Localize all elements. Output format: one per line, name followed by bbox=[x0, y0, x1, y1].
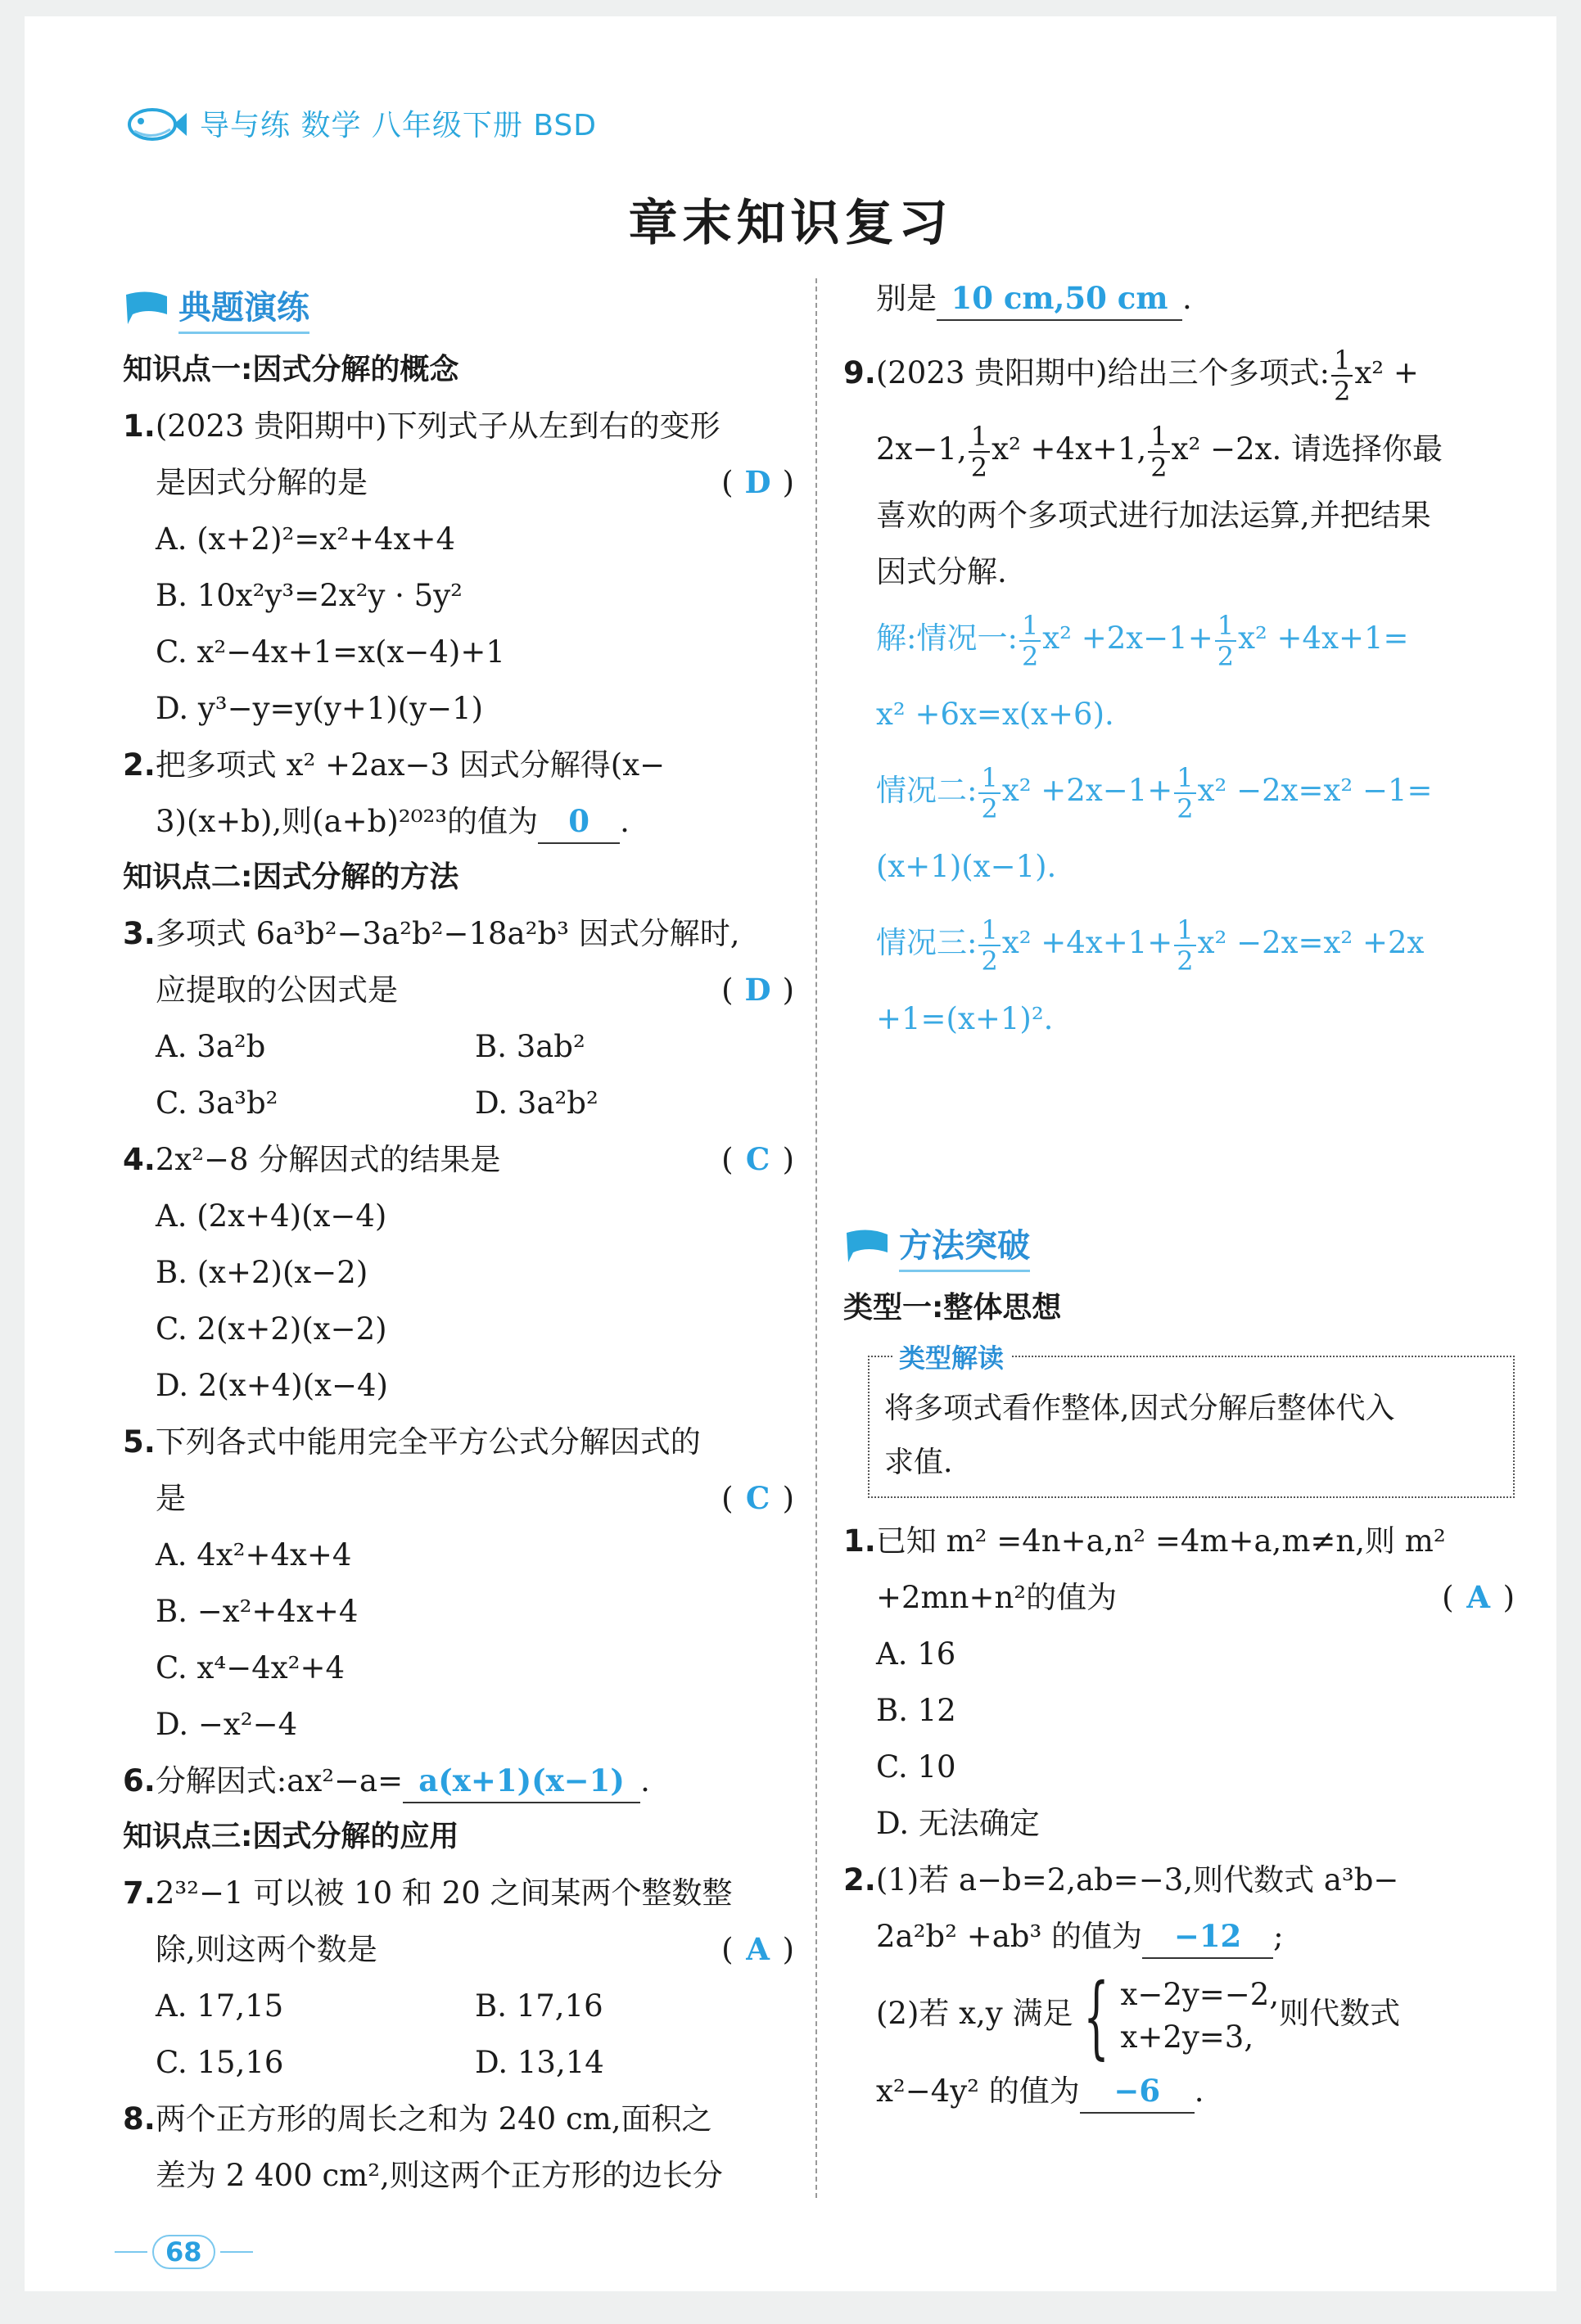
section-heading bbox=[123, 278, 794, 337]
fraction bbox=[969, 420, 990, 483]
option: B. 3ab² bbox=[475, 1029, 585, 1064]
question-line: 因式分解. bbox=[876, 554, 1007, 589]
page-number-rule bbox=[220, 2251, 253, 2253]
solution-text: x² +2x−1+ bbox=[1001, 773, 1173, 808]
question-number: 9. bbox=[843, 355, 876, 390]
paren-open: ( bbox=[721, 1481, 734, 1516]
question-text: +2mn+n²的值为 bbox=[876, 1580, 1118, 1615]
fraction-denominator: 2 bbox=[970, 451, 988, 483]
answer-blank: a(x+1)(x−1) bbox=[403, 1759, 640, 1803]
right-column bbox=[843, 270, 1515, 2119]
question-number: 1. bbox=[123, 408, 156, 444]
paren-close: ) bbox=[782, 465, 794, 500]
fraction-numerator: 1 bbox=[1174, 917, 1195, 946]
solution-text: x² −2x=x² +2x bbox=[1197, 925, 1425, 960]
fraction-numerator: 1 bbox=[1148, 423, 1169, 453]
question-line bbox=[843, 411, 1515, 487]
option: B. 12 bbox=[876, 1693, 956, 1728]
type-reading-box bbox=[868, 1343, 1515, 1498]
fraction-denominator: 2 bbox=[1177, 945, 1194, 977]
question-line bbox=[123, 1921, 794, 1978]
fraction-denominator: 2 bbox=[1334, 375, 1351, 407]
left-brace: { bbox=[1083, 1963, 1110, 2069]
fraction-numerator: 1 bbox=[978, 765, 1000, 794]
paren-open: ( bbox=[721, 1932, 734, 1967]
paren-open: ( bbox=[721, 1142, 734, 1177]
paren-close: ) bbox=[782, 972, 794, 1008]
fraction-numerator: 1 bbox=[1019, 612, 1041, 642]
answer-choice: A bbox=[746, 1931, 770, 1967]
left-column bbox=[123, 278, 794, 2204]
question-line bbox=[123, 1131, 794, 1188]
solution-line bbox=[876, 600, 1515, 676]
question-text: (2023 贵阳期中)下列式子从左到右的变形 bbox=[155, 408, 720, 444]
fraction bbox=[978, 914, 1000, 977]
question-text: 已知 m² =4n+a,n² =4m+a,m≠n,则 m² bbox=[875, 1523, 1446, 1559]
section-title: 典题演练 bbox=[178, 282, 309, 334]
question-text: 是 bbox=[156, 1481, 186, 1516]
option: D. −x²−4 bbox=[156, 1707, 298, 1742]
punctuation: . bbox=[1194, 2074, 1204, 2109]
question-line bbox=[123, 398, 794, 454]
question-line bbox=[123, 2091, 794, 2147]
answer-bracket bbox=[1442, 1569, 1515, 1626]
question-text: 应提取的公因式是 bbox=[156, 972, 398, 1008]
punctuation: . bbox=[1182, 281, 1192, 316]
option: A. 4x²+4x+4 bbox=[156, 1537, 352, 1573]
question-number: 1. bbox=[843, 1523, 876, 1559]
page-title: 章末知识复习 bbox=[628, 195, 953, 252]
fraction-numerator: 1 bbox=[1215, 612, 1236, 642]
fraction bbox=[1174, 914, 1195, 977]
question-text: x² −2x. 请选择你最 bbox=[1171, 431, 1443, 467]
option: C. x²−4x+1=x(x−4)+1 bbox=[156, 634, 505, 670]
answer-bracket bbox=[721, 1470, 794, 1527]
answer-choice: D bbox=[744, 464, 771, 500]
question-text: 3)(x+b),则(a+b)²⁰²³的值为 bbox=[156, 804, 539, 839]
solution-text: x² −2x=x² −1= bbox=[1197, 773, 1433, 808]
paren-close: ) bbox=[782, 1481, 794, 1516]
section-heading bbox=[843, 1216, 1515, 1275]
question-line bbox=[843, 1908, 1515, 1965]
answer-choice: C bbox=[745, 1480, 770, 1516]
solution-text: x² +2x−1+ bbox=[1042, 620, 1213, 656]
answer-bracket bbox=[721, 1921, 794, 1978]
section-title: 方法突破 bbox=[899, 1220, 1030, 1272]
knowledge-point-heading: 知识点二:因式分解的方法 bbox=[123, 860, 459, 894]
option-row bbox=[123, 1075, 794, 1131]
question-text: 2³²−1 可以被 10 和 20 之间某两个整数整 bbox=[155, 1875, 733, 1911]
question-line bbox=[123, 454, 794, 511]
question-line bbox=[843, 1852, 1515, 1908]
solution-text: 情况三: bbox=[876, 925, 978, 960]
paren-close: ) bbox=[782, 1142, 794, 1177]
fraction-numerator: 1 bbox=[969, 423, 990, 453]
question-text: (2023 贵阳期中)给出三个多项式: bbox=[875, 355, 1330, 390]
column-divider bbox=[815, 278, 817, 2198]
question-text: 则代数式 bbox=[1279, 1996, 1401, 2031]
option: C. x⁴−4x²+4 bbox=[156, 1650, 345, 1685]
solution bbox=[843, 600, 1515, 1057]
question-line bbox=[843, 1963, 1515, 2069]
option-row bbox=[123, 2034, 794, 2091]
section-flag-icon bbox=[843, 1228, 891, 1264]
punctuation: ; bbox=[1273, 1919, 1284, 1954]
paren-close: ) bbox=[782, 1932, 794, 1967]
reading-text: 将多项式看作整体,因式分解后整体代入 bbox=[884, 1392, 1395, 1425]
question-line bbox=[123, 793, 794, 850]
solution-text: x² +4x+1= bbox=[1238, 620, 1409, 656]
answer-bracket bbox=[721, 1131, 794, 1188]
paren-open: ( bbox=[721, 972, 734, 1008]
option: A. 16 bbox=[876, 1636, 956, 1672]
question-text: 下列各式中能用完全平方公式分解因式的 bbox=[155, 1424, 701, 1460]
spacer bbox=[843, 1057, 1515, 1216]
question-number: 3. bbox=[123, 916, 156, 951]
question-number: 2. bbox=[123, 747, 156, 783]
question-line bbox=[123, 962, 794, 1018]
page-number bbox=[115, 2235, 253, 2269]
option: C. 10 bbox=[876, 1749, 956, 1785]
solution-text: x² +4x+1+ bbox=[1001, 925, 1173, 960]
question-line bbox=[843, 335, 1515, 411]
option-row bbox=[123, 1018, 794, 1075]
question-text: 2x−1, bbox=[876, 431, 967, 467]
question-number: 8. bbox=[123, 2101, 156, 2137]
question-line bbox=[123, 1470, 794, 1527]
solution-line bbox=[876, 752, 1515, 828]
question-number: 6. bbox=[123, 1763, 156, 1798]
solution-line: +1=(x+1)². bbox=[876, 1001, 1054, 1036]
equation: x−2y=−2, bbox=[1120, 1976, 1280, 2012]
paren-open: ( bbox=[721, 465, 734, 500]
option: D. 3a²b² bbox=[475, 1085, 599, 1121]
question-text: 多项式 6a³b²−3a²b²−18a²b³ 因式分解时, bbox=[155, 916, 740, 951]
option: D. 2(x+4)(x−4) bbox=[156, 1368, 388, 1403]
fraction-denominator: 2 bbox=[981, 945, 998, 977]
question-text: (1)若 a−b=2,ab=−3,则代数式 a³b− bbox=[875, 1862, 1399, 1898]
reading-label: 类型解读 bbox=[892, 1338, 1010, 1375]
fraction-denominator: 2 bbox=[1150, 451, 1168, 483]
fraction bbox=[978, 761, 1000, 824]
reading-text: 求值. bbox=[884, 1446, 953, 1479]
question-text: 2x²−8 分解因式的结果是 bbox=[155, 1142, 501, 1177]
punctuation: . bbox=[640, 1763, 650, 1798]
question-number: 4. bbox=[123, 1142, 156, 1177]
answer-blank: −12 bbox=[1142, 1915, 1273, 1959]
answer-bracket bbox=[721, 962, 794, 1018]
answer-choice: C bbox=[745, 1141, 770, 1177]
fraction-numerator: 1 bbox=[978, 917, 1000, 946]
option-row bbox=[123, 1978, 794, 2034]
option: A. (x+2)²=x²+4x+4 bbox=[156, 521, 456, 557]
answer-blank: −6 bbox=[1080, 2069, 1195, 2114]
answer-blank: 0 bbox=[538, 800, 620, 844]
option: A. 17,15 bbox=[156, 1988, 284, 2024]
knowledge-point-heading: 知识点三:因式分解的应用 bbox=[123, 1820, 459, 1853]
fraction bbox=[1174, 761, 1195, 824]
fish-logo-icon bbox=[123, 98, 188, 147]
question-number: 2. bbox=[843, 1862, 876, 1898]
question-text: x² + bbox=[1354, 355, 1419, 390]
answer-bracket bbox=[721, 454, 794, 511]
punctuation: . bbox=[620, 804, 630, 839]
option: B. (x+2)(x−2) bbox=[156, 1255, 368, 1290]
question-text: 别是 bbox=[876, 281, 937, 316]
fraction-denominator: 2 bbox=[1177, 792, 1194, 824]
question-text: 除,则这两个数是 bbox=[156, 1932, 377, 1967]
fraction bbox=[1019, 609, 1041, 672]
equation-system bbox=[1073, 1963, 1280, 2069]
option: B. −x²+4x+4 bbox=[156, 1594, 359, 1629]
question-line bbox=[123, 905, 794, 962]
question-text: x²−4y² 的值为 bbox=[876, 2074, 1080, 2109]
option: A. (2x+4)(x−4) bbox=[156, 1198, 387, 1234]
option: B. 10x²y³=2x²y · 5y² bbox=[156, 578, 463, 613]
page-number-rule bbox=[115, 2251, 147, 2253]
question-line bbox=[123, 1753, 794, 1809]
option: D. y³−y=y(y+1)(y−1) bbox=[156, 691, 484, 726]
knowledge-point-heading: 知识点一:因式分解的概念 bbox=[123, 353, 459, 386]
answer-choice: D bbox=[744, 972, 771, 1008]
fraction bbox=[1148, 420, 1169, 483]
option: D. 13,14 bbox=[475, 2045, 604, 2080]
option: C. 2(x+2)(x−2) bbox=[156, 1311, 387, 1347]
question-text: 把多项式 x² +2ax−3 因式分解得(x− bbox=[155, 747, 666, 783]
question-line: 差为 2 400 cm²,则这两个正方形的边长分 bbox=[156, 2158, 723, 2193]
header bbox=[123, 90, 597, 156]
fraction-numerator: 1 bbox=[1174, 765, 1195, 794]
question-text: 分解因式:ax²−a= bbox=[155, 1763, 404, 1798]
series-title: 导与练 数学 八年级下册 BSD bbox=[200, 108, 597, 142]
option: C. 15,16 bbox=[156, 2045, 284, 2080]
solution-line: x² +6x=x(x+6). bbox=[876, 697, 1114, 732]
fraction-denominator: 2 bbox=[1021, 640, 1039, 672]
solution-line bbox=[876, 905, 1515, 981]
solution-line: (x+1)(x−1). bbox=[876, 849, 1057, 884]
fraction-numerator: 1 bbox=[1331, 347, 1353, 377]
equation: x+2y=3, bbox=[1120, 2019, 1254, 2055]
page-number-text: 68 bbox=[152, 2235, 215, 2269]
paren-close: ) bbox=[1502, 1580, 1515, 1615]
fraction-denominator: 2 bbox=[981, 792, 998, 824]
question-number: 5. bbox=[123, 1424, 156, 1460]
question-text: 是因式分解的是 bbox=[156, 465, 368, 500]
fraction-denominator: 2 bbox=[1217, 640, 1235, 672]
answer-blank: 10 cm,50 cm bbox=[937, 277, 1182, 321]
question-text: (2)若 x,y 满足 bbox=[876, 1996, 1073, 2031]
option: C. 3a³b² bbox=[156, 1085, 278, 1121]
solution-text: 解:情况一: bbox=[876, 620, 1018, 656]
solution-text: 情况二: bbox=[876, 773, 978, 808]
question-text: x² +4x+1, bbox=[992, 431, 1147, 467]
question-line bbox=[123, 737, 794, 793]
question-number: 7. bbox=[123, 1875, 156, 1911]
option: D. 无法确定 bbox=[876, 1806, 1040, 1841]
option: B. 17,16 bbox=[475, 1988, 603, 2024]
page bbox=[25, 16, 1556, 2291]
question-line bbox=[843, 1569, 1515, 1626]
paren-open: ( bbox=[1442, 1580, 1454, 1615]
option: A. 3a²b bbox=[156, 1029, 266, 1064]
fraction bbox=[1331, 344, 1353, 407]
question-line bbox=[123, 1865, 794, 1921]
question-line bbox=[843, 2063, 1515, 2119]
question-text: 两个正方形的周长之和为 240 cm,面积之 bbox=[155, 2101, 712, 2137]
question-line bbox=[843, 1513, 1515, 1569]
question-text: 2a²b² +ab³ 的值为 bbox=[876, 1919, 1143, 1954]
question-line bbox=[123, 1414, 794, 1470]
section-flag-icon bbox=[123, 290, 170, 326]
question-line bbox=[843, 270, 1515, 327]
type-heading: 类型一:整体思想 bbox=[843, 1291, 1062, 1324]
question-line: 喜欢的两个多项式进行加法运算,并把结果 bbox=[876, 498, 1431, 533]
fraction bbox=[1215, 609, 1236, 672]
answer-choice: A bbox=[1466, 1579, 1490, 1615]
